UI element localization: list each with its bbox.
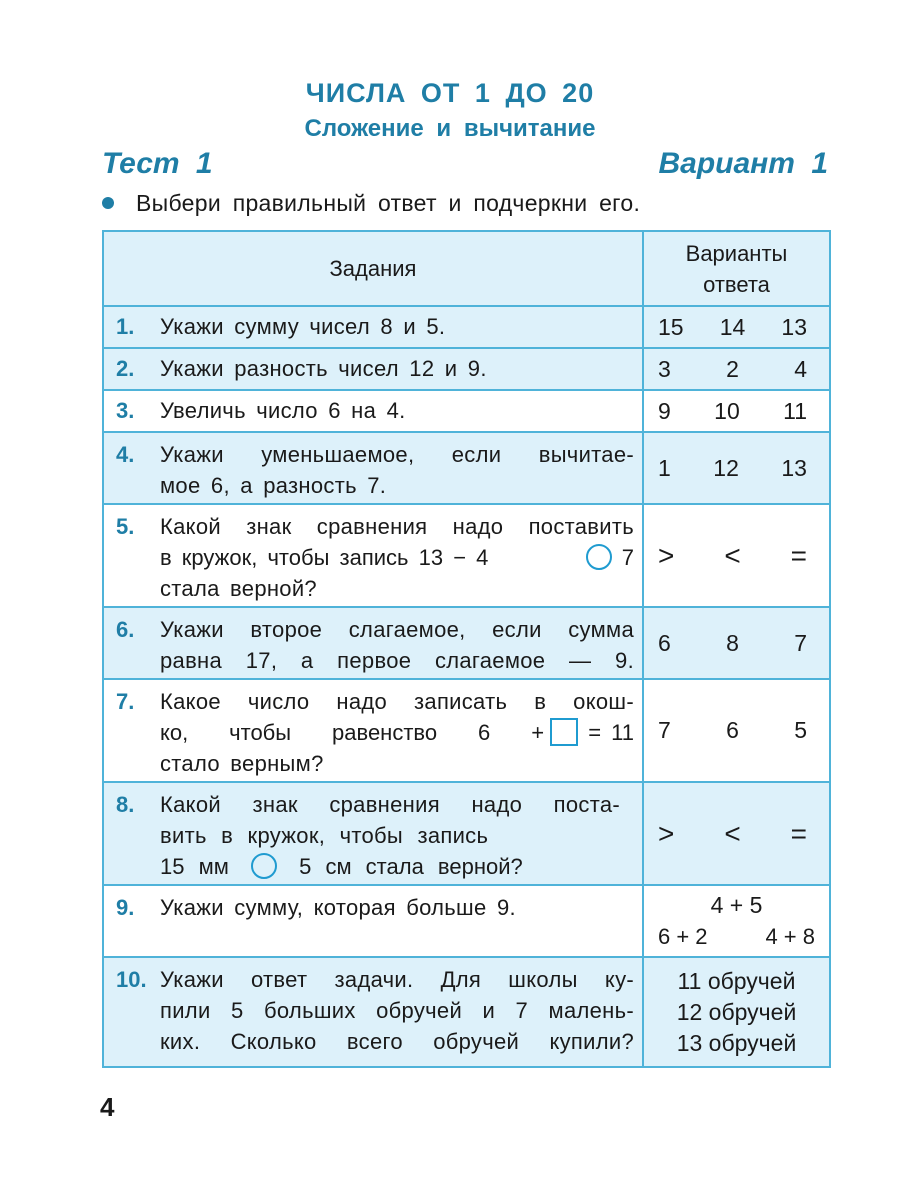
answer-option[interactable]: 4: [794, 355, 807, 382]
task-text-line: ких. Сколько всего обручей купили?: [160, 1029, 634, 1054]
answer-option[interactable]: 4 + 5: [710, 892, 763, 918]
test-label: Тест 1: [102, 147, 213, 180]
table-row: [103, 957, 830, 1067]
answer-option[interactable]: 1: [658, 454, 671, 481]
task-number: 2.: [116, 356, 135, 381]
comparison-circle[interactable]: [586, 544, 612, 570]
answer-box[interactable]: [550, 718, 578, 746]
answer-option[interactable]: 13: [781, 454, 807, 481]
table-row: [103, 432, 830, 504]
table-row: [103, 390, 830, 432]
answer-option[interactable]: 9: [658, 397, 671, 424]
answer-option[interactable]: >: [658, 539, 675, 571]
task-text-line: стало верным?: [160, 751, 324, 777]
task-text-fragment: 7: [621, 545, 634, 570]
answer-option[interactable]: 6: [726, 717, 739, 743]
task-text-line: Какой знак сравнения надо поста-: [160, 792, 620, 817]
instruction-text: Выбери правильный ответ и подчеркни его.: [136, 190, 641, 216]
answer-option[interactable]: >: [658, 817, 675, 849]
task-number: 6.: [116, 617, 135, 642]
task-text-line: Какой знак сравнения надо поставить: [160, 514, 634, 539]
answer-option[interactable]: 13 обручей: [676, 1029, 797, 1056]
task-number: 3.: [116, 398, 135, 423]
answer-option[interactable]: 14: [719, 313, 746, 340]
answer-option[interactable]: =: [790, 539, 807, 571]
task-text-line: пили 5 больших обручей и 7 малень-: [160, 998, 634, 1023]
task-text: Укажи разность чисел 12 и 9.: [160, 356, 487, 381]
answer-option[interactable]: 4 + 8: [765, 924, 815, 949]
task-text: Увеличь число 6 на 4.: [160, 398, 406, 423]
task-text-line: вить в кружок, чтобы запись: [160, 823, 489, 848]
task-text-fragment: 15 мм: [160, 854, 229, 879]
answer-option[interactable]: 2: [726, 355, 739, 382]
answer-option[interactable]: 11 обручей: [677, 967, 796, 994]
table-row: [103, 782, 830, 885]
answer-option[interactable]: 12: [713, 454, 739, 481]
answer-option[interactable]: <: [724, 539, 741, 571]
table-row: [103, 504, 830, 607]
header-answers: [643, 231, 830, 306]
answer-option[interactable]: 7: [794, 629, 807, 656]
table-row: [103, 348, 830, 390]
answer-option[interactable]: 5: [794, 717, 807, 743]
section-subtitle: Сложение и вычитание: [304, 115, 596, 142]
task-text-line: Укажи уменьшаемое, если вычитае-: [160, 442, 634, 467]
answer-option[interactable]: 10: [714, 397, 740, 424]
bullet-icon: [102, 197, 114, 209]
task-text-line: стала верной?: [160, 576, 317, 601]
task-text-fragment: 5 см стала верной?: [299, 854, 523, 879]
task-number: 7.: [116, 689, 135, 714]
task-text: Укажи сумму, которая больше 9.: [160, 895, 516, 920]
task-text: Укажи сумму чисел 8 и 5.: [160, 314, 446, 339]
answer-option[interactable]: 7: [658, 717, 671, 743]
task-text-line: в кружок, чтобы запись 13 − 4: [160, 545, 489, 570]
answer-option[interactable]: 12 обручей: [676, 998, 797, 1025]
header-answers-line2: ответа: [703, 271, 770, 297]
task-number: 10.: [116, 967, 147, 992]
answer-option[interactable]: <: [724, 817, 741, 849]
answer-option[interactable]: 13: [781, 313, 807, 340]
task-text-line: Какое число надо записать в окош-: [160, 689, 634, 714]
table-row: [103, 306, 830, 348]
instruction: [102, 190, 640, 217]
task-number: 4.: [116, 442, 135, 467]
task-text-line: мое 6, а разность 7.: [160, 473, 387, 498]
answer-option[interactable]: 6: [658, 629, 671, 656]
table-row: [103, 679, 830, 782]
task-text-line: Укажи второе слагаемое, если сумма: [160, 617, 634, 642]
answer-option[interactable]: 3: [658, 355, 671, 382]
task-text-line: Укажи ответ задачи. Для школы ку-: [160, 967, 634, 992]
header-answers-line1: Варианты: [685, 240, 788, 266]
answer-option[interactable]: 6 + 2: [658, 924, 708, 949]
table-row: [103, 607, 830, 679]
answer-option[interactable]: 8: [726, 629, 739, 656]
table-row: [103, 885, 830, 957]
page-number: 4: [100, 1092, 115, 1122]
task-number: 1.: [116, 314, 135, 339]
comparison-circle[interactable]: [251, 853, 277, 879]
header-tasks: Задания: [103, 231, 643, 306]
answer-option[interactable]: 15: [658, 313, 684, 340]
task-number: 9.: [116, 895, 135, 920]
variant-label: Вариант 1: [658, 147, 828, 180]
task-number: 5.: [116, 514, 135, 539]
task-number: 8.: [116, 792, 135, 817]
task-text-fragment: = 11: [588, 720, 634, 745]
answer-option[interactable]: 11: [783, 397, 807, 424]
answer-option[interactable]: =: [790, 817, 807, 849]
task-text-line: ко, чтобы равенство 6 +: [160, 720, 545, 745]
task-text-line: равна 17, а первое слагаемое — 9.: [160, 648, 634, 673]
tasks-table: [102, 230, 831, 1068]
section-title: ЧИСЛА ОТ 1 ДО 20: [305, 78, 595, 108]
